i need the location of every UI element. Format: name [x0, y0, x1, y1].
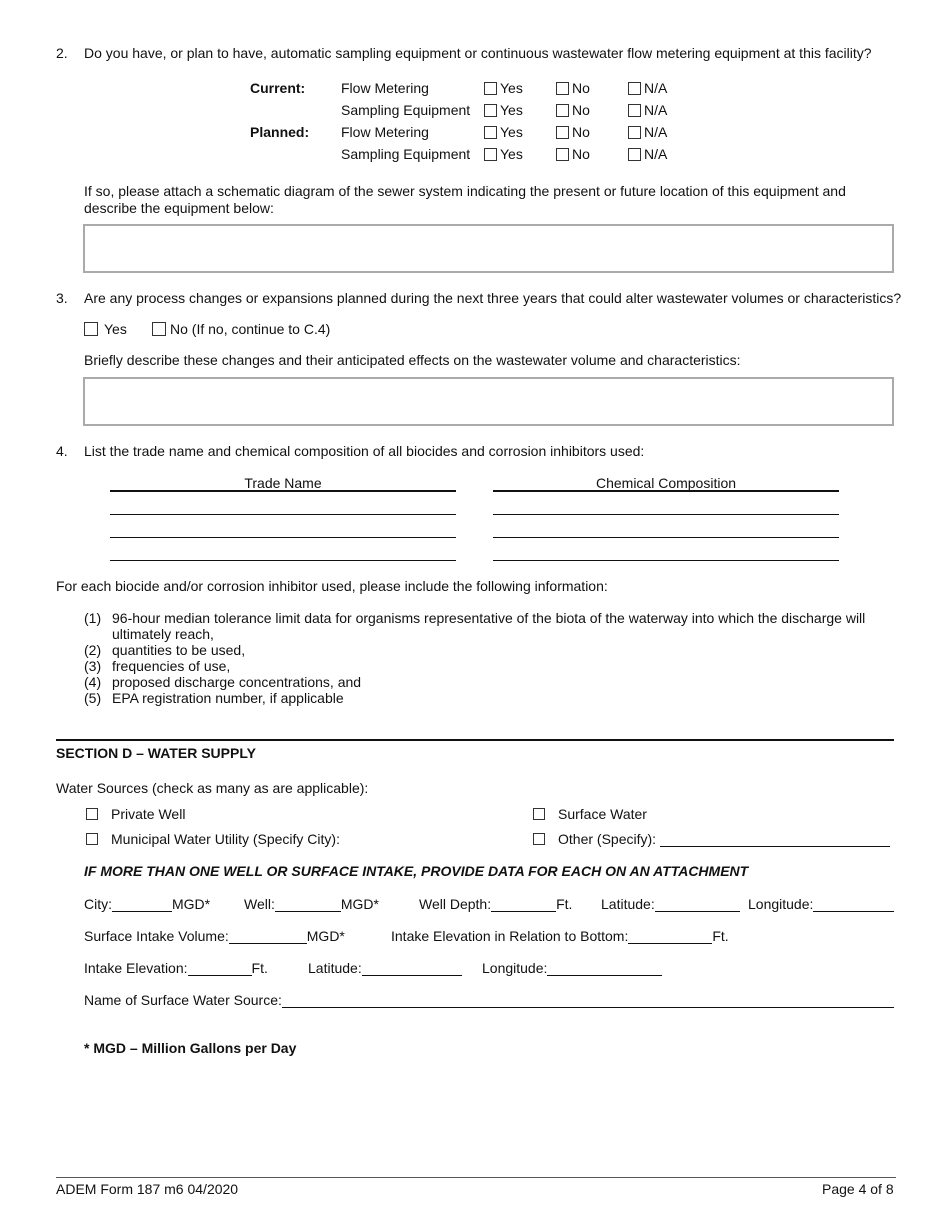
checkbox[interactable]: [628, 104, 641, 117]
intake-longitude-field[interactable]: Longitude:: [482, 960, 662, 976]
trade-name-header: Trade Name: [244, 475, 322, 491]
checkbox[interactable]: [533, 808, 545, 820]
surface-intake-volume-input[interactable]: [229, 929, 307, 944]
list-item: (4) proposed discharge concentrations, and: [84, 674, 362, 690]
q3-describe-prompt: Briefly describe these changes and their anticipated effects on the wastewater volume and characteristics:: [84, 352, 741, 368]
biocide-intro: For each biocide and/or corrosion inhibitor used, please include the following information:: [56, 578, 608, 594]
checkbox[interactable]: [628, 148, 641, 161]
latitude-input[interactable]: [655, 897, 740, 912]
checkbox[interactable]: [484, 126, 497, 139]
row-item-label: Sampling Equipment: [341, 102, 471, 118]
private-well-option[interactable]: Private Well: [86, 806, 185, 822]
checkbox[interactable]: [556, 148, 569, 161]
list-item: (2) quantities to be used,: [84, 642, 246, 658]
checkbox[interactable]: [628, 126, 641, 139]
intake-longitude-input[interactable]: [547, 961, 662, 976]
chemical-composition-header: Chemical Composition: [595, 475, 737, 491]
surface-source-name-input[interactable]: [282, 993, 894, 1008]
current-label: Current:: [250, 80, 306, 96]
checkbox[interactable]: [86, 833, 98, 845]
checkbox[interactable]: [86, 808, 98, 820]
yes-option[interactable]: Yes: [484, 80, 523, 96]
q4-number: 4.: [56, 443, 68, 459]
surface-water-option[interactable]: Surface Water: [533, 806, 647, 822]
intake-elev-relation-input[interactable]: [628, 929, 712, 944]
yes-option[interactable]: Yes: [484, 146, 523, 162]
equipment-description-box[interactable]: [83, 224, 894, 273]
surface-source-name-field[interactable]: Name of Surface Water Source:: [84, 992, 894, 1008]
list-item: (5) EPA registration number, if applicable: [84, 690, 344, 706]
changes-description-box[interactable]: [83, 377, 894, 426]
water-sources-prompt: Water Sources (check as many as are applicable):: [56, 780, 369, 796]
na-option[interactable]: N/A: [628, 102, 667, 118]
trade-name-line[interactable]: [110, 537, 456, 538]
footer-rule: [56, 1177, 896, 1178]
header-rule: [110, 490, 456, 492]
row-item-label: Flow Metering: [341, 124, 429, 140]
city-mgd-input[interactable]: [112, 897, 172, 912]
list-item: (3) frequencies of use,: [84, 658, 231, 674]
surface-intake-volume-field[interactable]: Surface Intake Volume: MGD*: [84, 928, 345, 944]
intake-elevation-field[interactable]: Intake Elevation: Ft.: [84, 960, 268, 976]
longitude-field[interactable]: Longitude:: [748, 896, 894, 912]
no-option[interactable]: No: [556, 80, 590, 96]
page-number: Page 4 of 8: [822, 1181, 894, 1197]
checkbox[interactable]: [152, 322, 166, 336]
checkbox[interactable]: [556, 104, 569, 117]
yes-option[interactable]: Yes: [484, 102, 523, 118]
checkbox[interactable]: [484, 104, 497, 117]
intake-latitude-input[interactable]: [362, 961, 462, 976]
na-option[interactable]: N/A: [628, 146, 667, 162]
well-depth-input[interactable]: [491, 897, 556, 912]
trade-name-line[interactable]: [110, 514, 456, 515]
list-item: (1) 96-hour median tolerance limit data for organisms representative of the biota of the waterway into which the discharge will ultimately reach,: [84, 610, 866, 642]
attachment-note: IF MORE THAN ONE WELL OR SURFACE INTAKE, PROVIDE DATA FOR EACH ON AN ATTACHMENT: [84, 863, 749, 879]
other-specify-field[interactable]: [660, 832, 890, 847]
mgd-footnote: * MGD – Million Gallons per Day: [84, 1040, 297, 1056]
municipal-option[interactable]: Municipal Water Utility (Specify City):: [86, 831, 340, 847]
yes-option[interactable]: Yes: [484, 124, 523, 140]
q2-number: 2.: [56, 45, 68, 61]
section-divider: [56, 739, 894, 741]
checkbox[interactable]: [84, 322, 98, 336]
no-option[interactable]: No: [556, 124, 590, 140]
well-depth-field[interactable]: Well Depth: Ft.: [419, 896, 573, 912]
latitude-field[interactable]: Latitude:: [601, 896, 740, 912]
checkbox[interactable]: [484, 82, 497, 95]
checkbox[interactable]: [556, 82, 569, 95]
q4-question: List the trade name and chemical composition of all biocides and corrosion inhibitors used:: [84, 443, 645, 459]
well-mgd-input[interactable]: [275, 897, 341, 912]
intake-latitude-field[interactable]: Latitude:: [308, 960, 462, 976]
section-d-title: SECTION D – WATER SUPPLY: [56, 745, 256, 761]
row-item-label: Sampling Equipment: [341, 146, 471, 162]
no-option[interactable]: No: [556, 146, 590, 162]
trade-name-line[interactable]: [110, 560, 456, 561]
intake-elevation-input[interactable]: [188, 961, 252, 976]
checkbox[interactable]: [484, 148, 497, 161]
header-rule: [493, 490, 839, 492]
other-option[interactable]: Other (Specify):: [533, 831, 890, 847]
na-option[interactable]: N/A: [628, 80, 667, 96]
q3-number: 3.: [56, 290, 68, 306]
row-item-label: Flow Metering: [341, 80, 429, 96]
checkbox[interactable]: [533, 833, 545, 845]
intake-elev-relation-field[interactable]: Intake Elevation in Relation to Bottom: Ft.: [391, 928, 729, 944]
checkbox[interactable]: [556, 126, 569, 139]
chemical-line[interactable]: [493, 514, 839, 515]
q3-yes-option[interactable]: Yes: [84, 321, 127, 337]
q3-question: Are any process changes or expansions planned during the next three years that could alter wastewater volumes or characteristics?: [84, 290, 902, 306]
longitude-input[interactable]: [813, 897, 894, 912]
planned-label: Planned:: [250, 124, 310, 140]
form-id: ADEM Form 187 m6 04/2020: [56, 1181, 239, 1197]
na-option[interactable]: N/A: [628, 124, 667, 140]
well-field[interactable]: Well: MGD*: [244, 896, 379, 912]
chemical-line[interactable]: [493, 537, 839, 538]
city-field[interactable]: City: MGD*: [84, 896, 211, 912]
chemical-line[interactable]: [493, 560, 839, 561]
no-option[interactable]: No: [556, 102, 590, 118]
checkbox[interactable]: [628, 82, 641, 95]
attach-note: If so, please attach a schematic diagram of the sewer system indicating the present or future location of this equipment and describe the equipment below:: [84, 183, 846, 216]
q3-no-option[interactable]: No (If no, continue to C.4): [152, 321, 330, 337]
q2-question: Do you have, or plan to have, automatic sampling equipment or continuous wastewater flow metering equipment at this facility?: [84, 45, 872, 61]
